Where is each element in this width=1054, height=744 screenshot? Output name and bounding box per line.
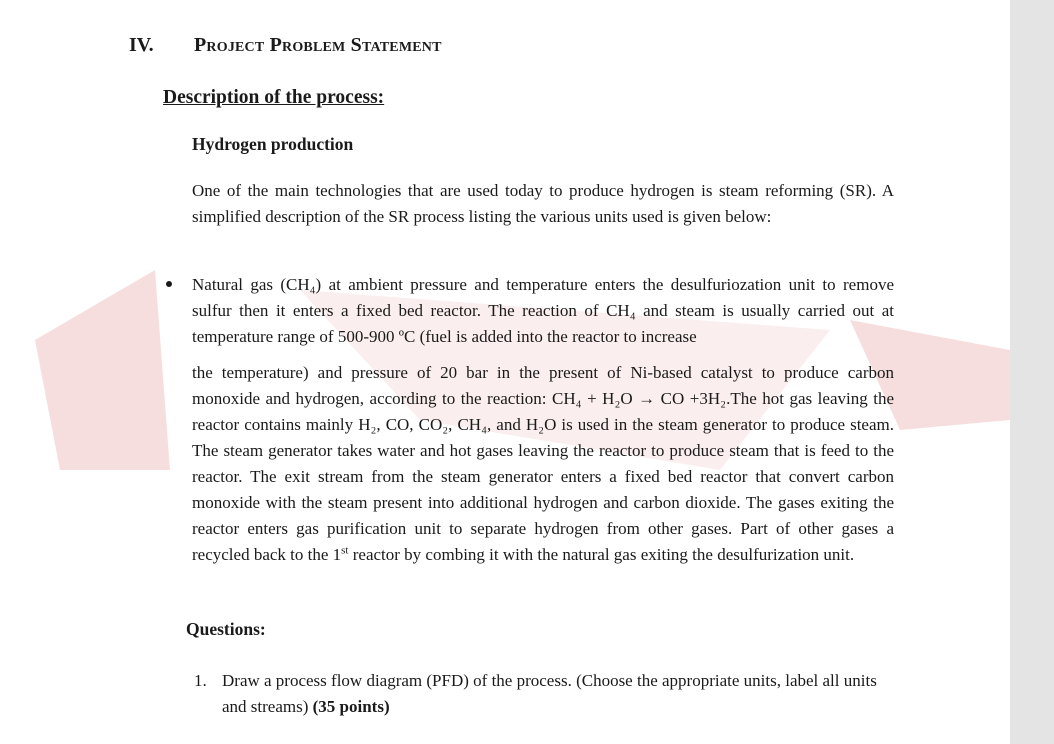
bullet-paragraph-1: Natural gas (CH₄) at ambient pressure and temperature enters the desulfuriozation unit to remove sulfur then it enters a fixed bed reactor. The reaction of CH₄ and steam is usually carried out at temperature range of 500-900 ºC (fuel is added into the reactor to increase <box>192 275 894 346</box>
watermark-shape-left <box>35 270 170 470</box>
question-body: Draw a process flow diagram (PFD) of the process. (Choose the appropriate units, label all units and streams) <box>222 671 877 716</box>
intro-paragraph: One of the main technologies that are used today to produce hydrogen is steam reforming (SR). A simplified description of the SR process listing the various units used is given below: <box>192 181 894 226</box>
ordinal-suffix: st <box>341 544 349 557</box>
bullet-text-end: reactor by combing it with the natural gas exiting the desulfurization unit. <box>348 545 855 564</box>
question-text <box>222 668 894 720</box>
description-heading: Description of the process: <box>163 87 385 108</box>
bullet-icon <box>166 281 172 287</box>
section-number: IV. <box>129 34 154 56</box>
bullet-text: the temperature) and pressure of 20 bar in the present of Ni-based catalyst to produce carbon monoxide and hydrogen, according to the reaction: CH₄ + H₂O → CO +3H₂.The hot gas leaving the reactor contains mainly H₂, CO, CO₂, CH₄, and H₂O is used in the steam generator to produce steam. The steam generator takes water and hot gases leaving the reactor to produce steam that is feed to the reactor. The exit stream from the steam generator enters a fixed bed reactor that convert carbon monoxide with the steam present into additional hydrogen and carbon dioxide. The gases exiting the reactor enters gas purification unit to separate hydrogen from other gases. Part of other gases a recycled back to the 1 <box>192 363 894 564</box>
question-points: (35 points) <box>312 697 390 716</box>
questions-heading: Questions: <box>186 619 266 639</box>
subheading: Hydrogen production <box>192 134 354 154</box>
bullet-paragraph-2 <box>192 360 894 568</box>
section-heading <box>129 34 442 57</box>
section-title: Project Problem Statement <box>194 34 442 56</box>
question-number: 1. <box>194 671 207 690</box>
